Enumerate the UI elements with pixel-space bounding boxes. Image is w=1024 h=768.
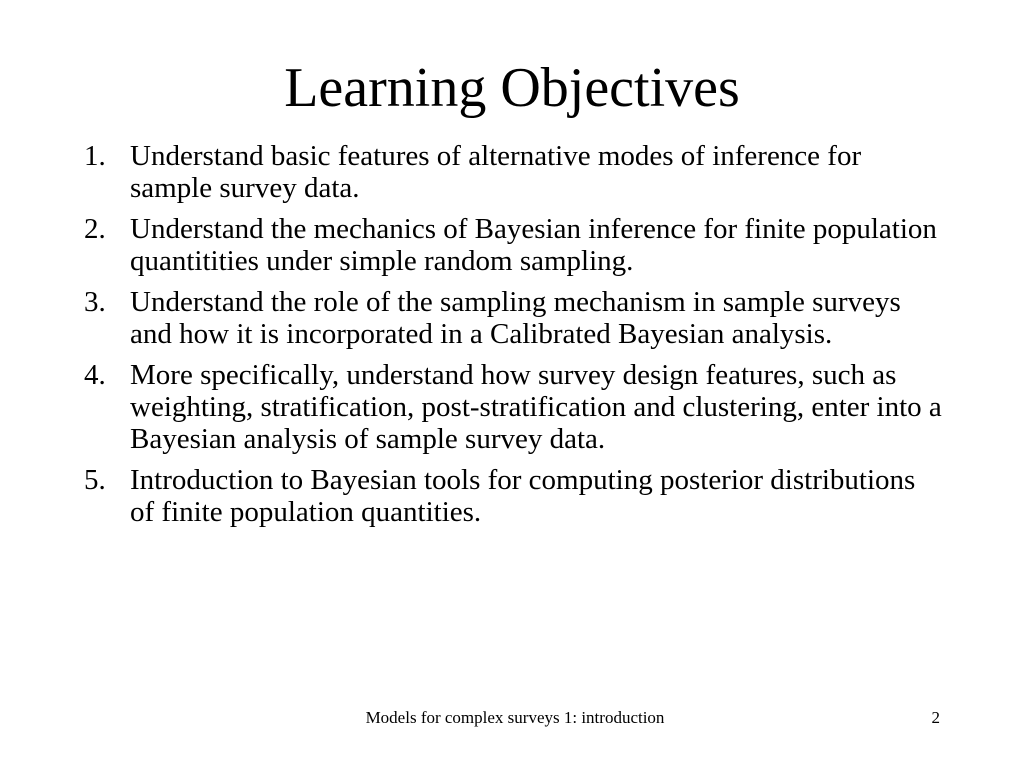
list-item-number: 3. <box>84 286 106 318</box>
list-item <box>84 359 944 455</box>
list-item <box>84 286 944 350</box>
list-item-text: Understand the mechanics of Bayesian inference for finite population quantitities under simple random sampling. <box>130 213 937 277</box>
list-item-number: 2. <box>84 213 106 245</box>
list-item-text: Understand basic features of alternative modes of inference for sample survey data. <box>130 140 862 204</box>
list-item-text: Understand the role of the sampling mechanism in sample surveys and how it is incorporated in a Calibrated Bayesian analysis. <box>130 286 901 350</box>
objectives-list <box>84 140 944 537</box>
list-item <box>84 464 944 528</box>
list-item-number: 1. <box>84 140 106 172</box>
list-item-number: 5. <box>84 464 106 496</box>
list-item-text: Introduction to Bayesian tools for computing posterior distributions of finite population quantities. <box>130 464 916 528</box>
list-item-text: More specifically, understand how survey design features, such as weighting, stratification, post-stratification and clustering, enter into a Bayesian analysis of sample survey data. <box>130 359 942 455</box>
page-number: 2 <box>931 708 940 727</box>
slide-title: Learning Objectives <box>284 57 740 119</box>
slide-footer: Models for complex surveys 1: introduction <box>365 708 665 727</box>
list-item <box>84 213 944 277</box>
list-item <box>84 140 944 204</box>
list-item-number: 4. <box>84 359 106 391</box>
